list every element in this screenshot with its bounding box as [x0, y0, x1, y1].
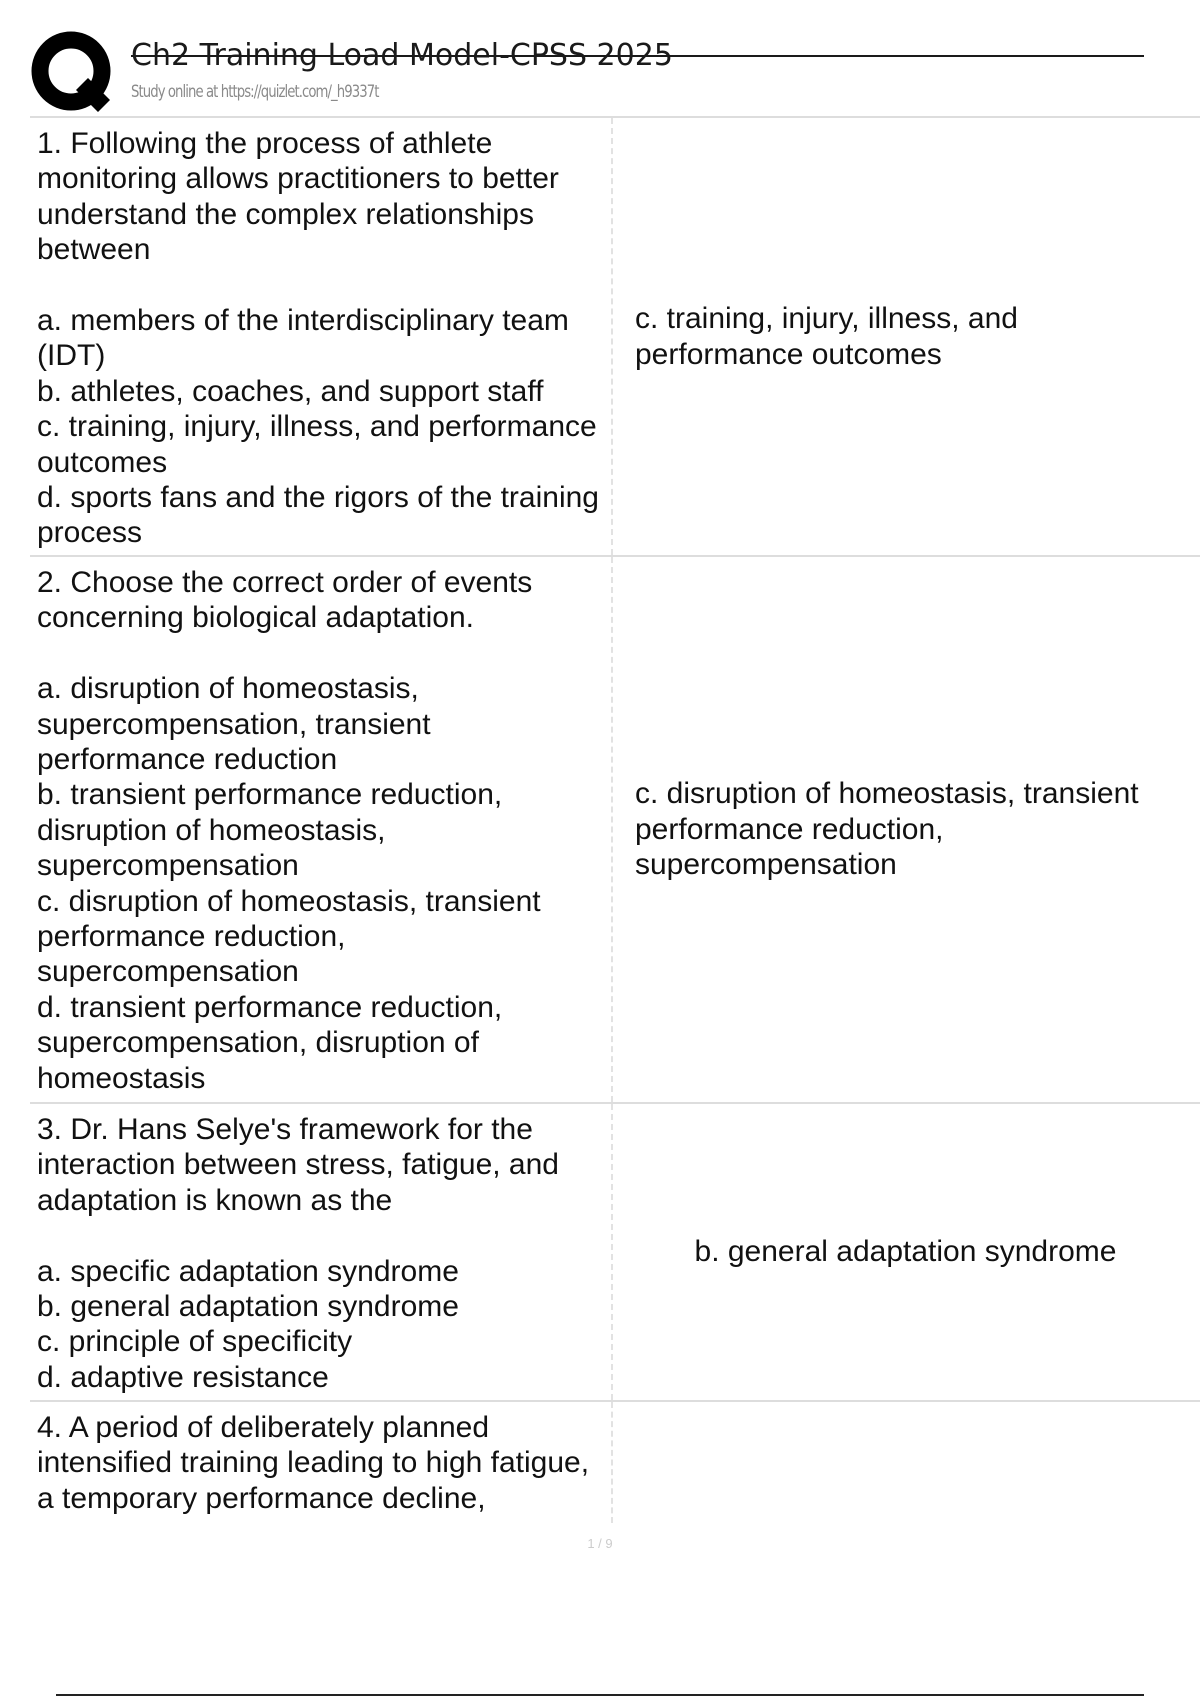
footer-rule [56, 1694, 1144, 1696]
quizlet-logo-icon[interactable] [30, 30, 112, 112]
flashcard-list [30, 116, 1200, 1523]
card-definition [613, 557, 1200, 1102]
card-term: 1. Following the process of athlete monitoring allows practitioners to better understand the complex relationships between a. members of the interdisciplinary team (IDT) b. athletes, coaches, and support staff c. training, injury, illness, and performance outcomes d. sports fans and the rigors of the training process [30, 118, 613, 555]
card-answer: c. training, injury, illness, and performance outcomes [635, 302, 1018, 371]
flashcard-row [30, 118, 1200, 557]
card-term: 2. Choose the correct order of events concerning biological adaptation. a. disruption of homeostasis, supercompensation, transient performance reduction b. transient performance reduction, disruption of homeostasis, supercompensation c. disruption of homeostasis, transient performance reduction, supercompensation d. transient performance reduction, supercompensation, disruption of homeostasis [30, 557, 613, 1102]
flashcard-row [30, 1402, 1200, 1523]
card-answer: b. general adaptation syndrome [694, 1235, 1117, 1269]
title-strike-rule [131, 55, 1144, 57]
page-title: Ch2 Training Load Model-CPSS 2025 [131, 38, 673, 73]
card-definition [613, 118, 1200, 555]
flashcard-row [30, 1104, 1200, 1402]
flashcard-row [30, 557, 1200, 1104]
page-number: 1 / 9 [587, 1536, 613, 1551]
card-answer: c. disruption of homeostasis, transient performance reduction, supercompensation [635, 777, 1139, 882]
card-term: 4. A period of deliberately planned intensified training leading to high fatigue, a temporary performance decline, [30, 1402, 613, 1523]
study-online-link[interactable]: Study online at https://quizlet.com/_h9337t [131, 82, 379, 102]
card-term: 3. Dr. Hans Selye's framework for the interaction between stress, fatigue, and adaptation is known as the a. specific adaptation syndrome b. general adaptation syndrome c. principle of specificity d. adaptive resistance [30, 1104, 613, 1400]
page-header [30, 30, 1145, 115]
card-definition [613, 1402, 1200, 1523]
card-definition [613, 1104, 1200, 1400]
